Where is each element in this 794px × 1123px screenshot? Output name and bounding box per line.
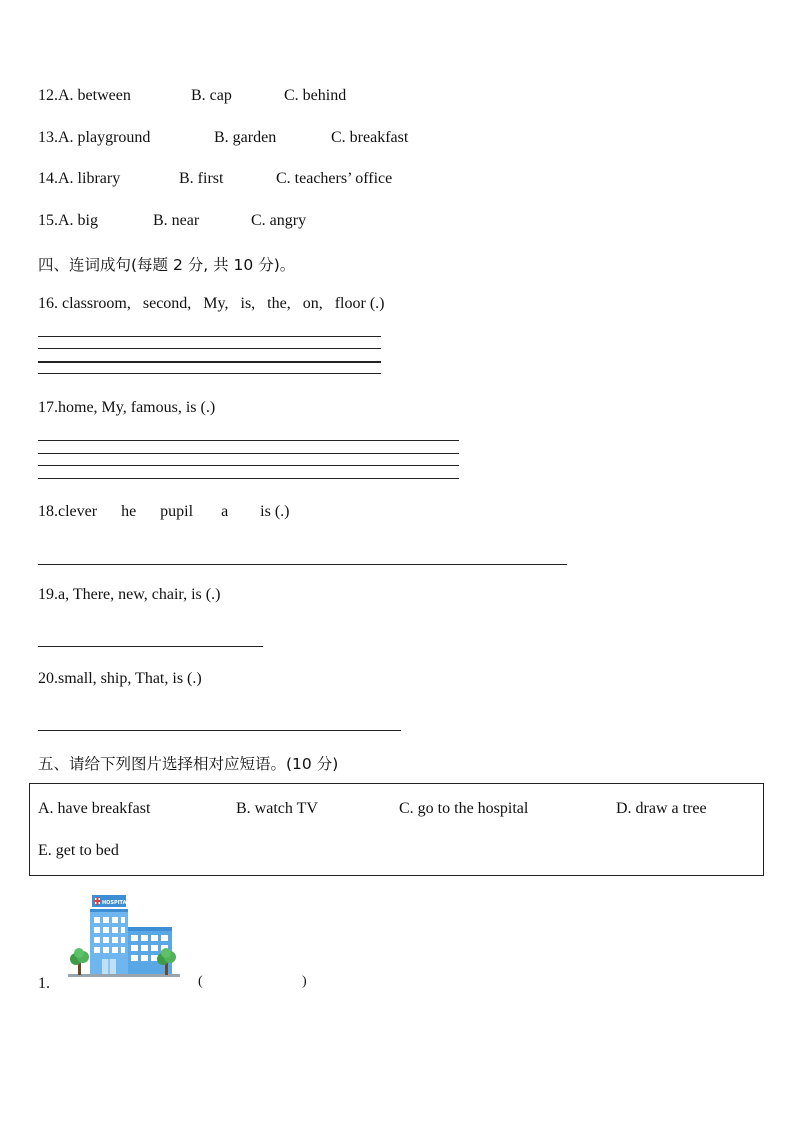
answer-line[interactable] (38, 348, 381, 349)
option-c: C. breakfast (331, 129, 409, 146)
answer-line[interactable] (38, 361, 381, 363)
word-list: small, ship, That, is (.) (58, 670, 202, 687)
answer-line[interactable] (38, 478, 459, 479)
option-c: C. behind (284, 87, 347, 104)
phrase-option-e: E. get to bed (38, 842, 119, 859)
option-b: B. near (153, 212, 200, 229)
hospital-sign-text: HOSPITAL (102, 900, 130, 906)
word-list: a, There, new, chair, is (.) (58, 586, 221, 603)
option-b: B. garden (214, 129, 277, 146)
option-b: B. first (179, 170, 224, 187)
phrase-option-c: C. go to the hospital (399, 800, 529, 817)
hospital-image (68, 893, 180, 977)
answer-line[interactable] (38, 373, 381, 374)
question-number: 14. (38, 170, 58, 187)
option-c: C. angry (251, 212, 307, 229)
question-number: 13. (38, 129, 58, 146)
answer-line[interactable] (38, 440, 459, 441)
option-a: A. library (58, 170, 121, 187)
option-a: A. between (58, 87, 131, 104)
option-c: C. teachers’ office (276, 170, 393, 187)
option-a: A. playground (58, 129, 151, 146)
question-number: 19. (38, 586, 58, 603)
answer-line[interactable] (38, 730, 401, 731)
question-number: 20. (38, 670, 58, 687)
section-5-heading: 五、请给下列图片选择相对应短语。(10 分) (38, 755, 339, 773)
phrase-options-box (29, 783, 764, 876)
option-b: B. cap (191, 87, 232, 104)
answer-blank[interactable] (210, 972, 298, 992)
question-number: 16. (38, 295, 58, 312)
phrase-option-b: B. watch TV (236, 800, 318, 817)
answer-line[interactable] (38, 453, 459, 454)
answer-paren-close: ) (302, 974, 307, 989)
question-number: 15. (38, 212, 58, 229)
word-list: classroom, second, My, is, the, on, floor (.) (58, 295, 385, 312)
answer-line[interactable] (38, 646, 263, 647)
option-a: A. big (58, 212, 98, 229)
word-list: clever he pupil a is (.) (58, 503, 290, 520)
phrase-option-a: A. have breakfast (38, 800, 151, 817)
section-4-heading: 四、连词成句(每题 2 分, 共 10 分)。 (38, 256, 296, 274)
word-list: home, My, famous, is (.) (58, 399, 216, 416)
answer-line[interactable] (38, 465, 459, 466)
question-number: 17. (38, 399, 58, 416)
phrase-option-d: D. draw a tree (616, 800, 707, 817)
question-number: 12. (38, 87, 58, 104)
question-number: 18. (38, 503, 58, 520)
answer-line[interactable] (38, 564, 567, 565)
answer-paren-open: ( (198, 974, 203, 989)
question-number: 1. (38, 975, 50, 992)
answer-line[interactable] (38, 336, 381, 337)
